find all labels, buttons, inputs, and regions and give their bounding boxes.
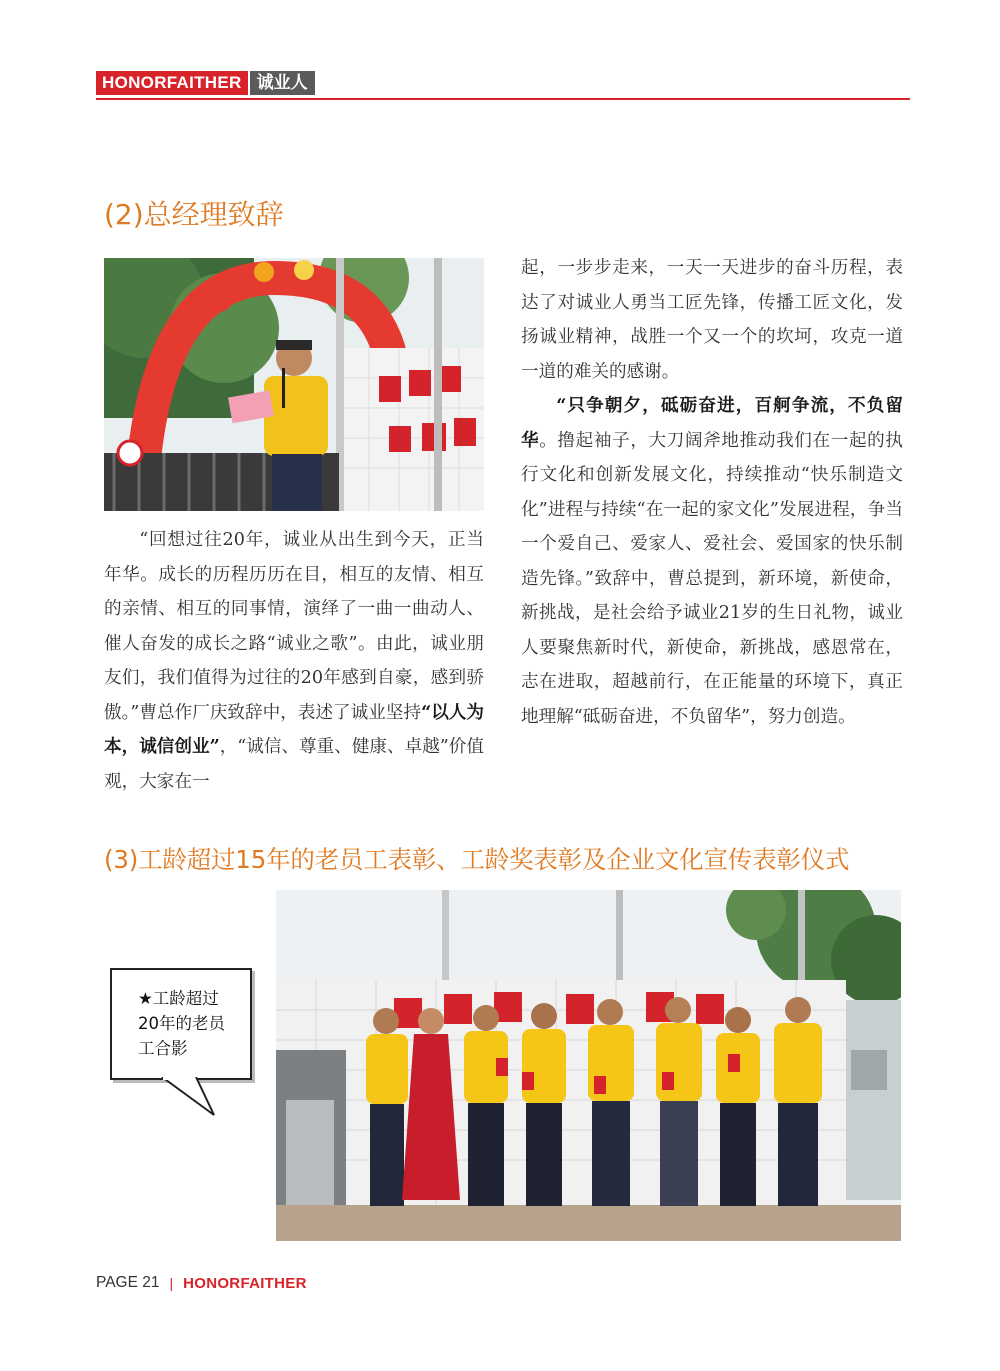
header-brand	[96, 71, 315, 95]
callout-line-3: 工合影	[138, 1039, 188, 1058]
right-paragraph-text: 。撸起袖子，大刀阔斧地推动我们在一起的执行文化和创新发展文化，持续推动“快乐制造文化”进程与持续“在一起的家文化”发展进程，争当一个爱自己、爱家人、爱社会、爱国家的快乐制造先锋。”致辞中，曹总提到，新环境，新使命，新挑战，是社会给予诚业21岁的生日礼物，诚业人要聚焦新时代，新使命，新挑战，感恩常在，志在进取，超越前行，在正能量的环境下，真正地理解“砥砺奋进，不负留华”，努力创造。	[521, 430, 903, 727]
left-paragraph-text-2: ，“诚信、尊重、健康、卓越”价值观，大家在一	[104, 737, 484, 792]
left-paragraph-text-1: “回想过往20年，诚业从出生到今天，正当年华。成长的历程历历在目，相互的友情、相互的亲情、相互的同事情，演绎了一曲一曲动人、催人奋发的成长之路“诚业之歌”。由此，诚业朋友们，我们值得为过往的20年感到自豪，感到骄傲。”曹总作厂庆致辞中，表述了诚业坚持	[104, 530, 484, 723]
brand-logo-en: HONORFAITHER	[96, 71, 248, 95]
callout-line-1: ★工龄超过	[138, 989, 219, 1008]
footer-brand: HONORFAITHER	[183, 1274, 307, 1292]
right-paragraph-bold: “只争朝夕，砥砺奋进，百舸争流，不负留华	[521, 395, 903, 451]
left-paragraph-bold: “以人为本，诚信创业”	[104, 701, 484, 757]
callout-tail	[160, 1077, 220, 1117]
right-paragraph-1: 起，一步步走来，一天一天进步的奋斗历程，表达了对诚业人勇当工匠先锋，传播工匠文化，发扬诚业精神，战胜一个又一个的坎坷，攻克一道一道的难关的感谢。	[521, 258, 903, 382]
footer-separator: |	[169, 1275, 174, 1291]
section-title-awards: (3)工龄超过15年的老员工表彰、工龄奖表彰及企业文化宣传表彰仪式	[104, 845, 850, 874]
section-title-speech: (2)总经理致辞	[104, 198, 284, 231]
right-paragraph-2	[521, 389, 903, 734]
photo-caption-callout	[110, 968, 252, 1080]
page-number: PAGE 21	[96, 1274, 160, 1291]
page-footer	[96, 1274, 307, 1292]
speech-photo	[104, 258, 484, 511]
group-photo	[276, 890, 901, 1241]
header-rule	[96, 98, 910, 100]
left-paragraph	[104, 523, 484, 799]
brand-logo-cn: 诚业人	[250, 71, 315, 95]
callout-line-2: 20年的老员	[138, 1014, 225, 1033]
